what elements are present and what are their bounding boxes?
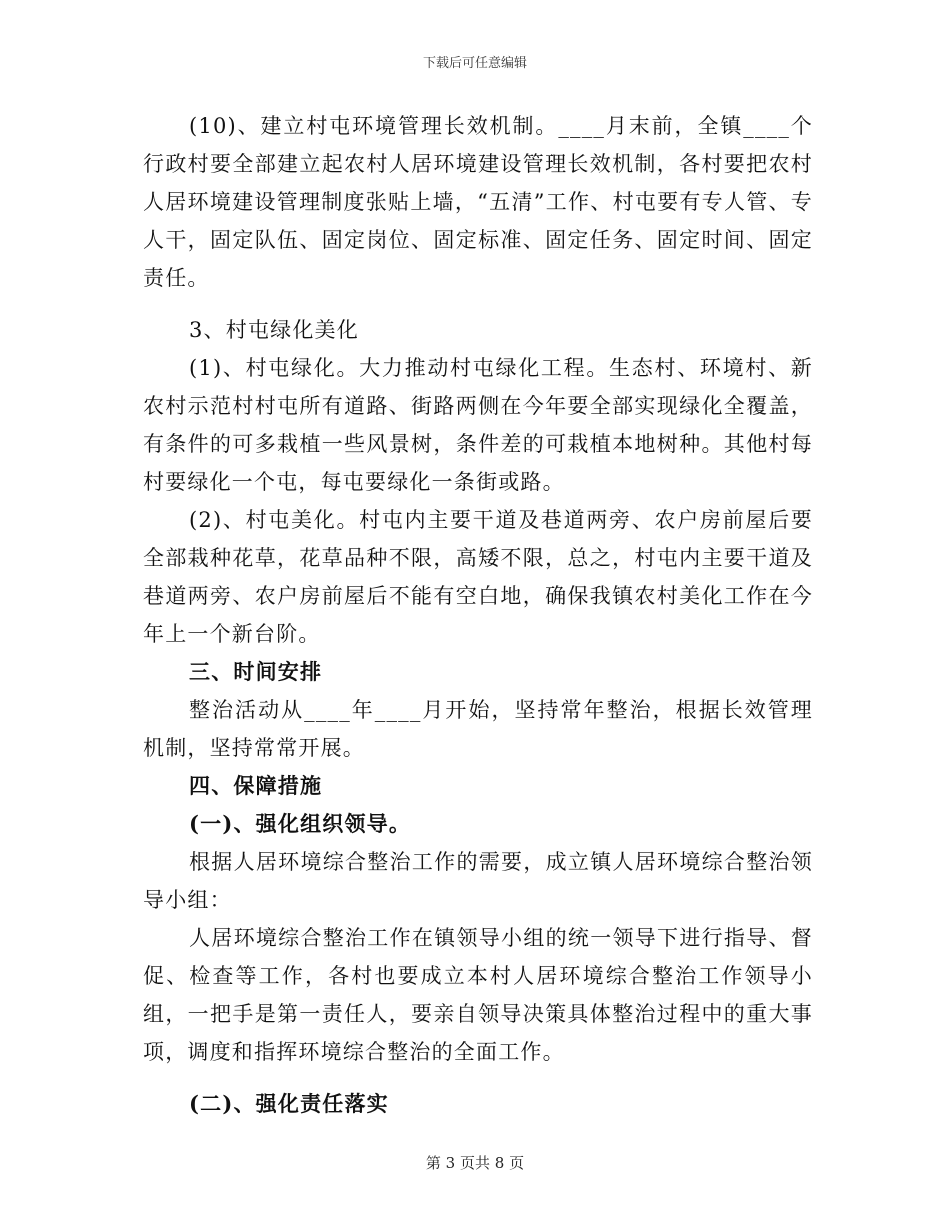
section-3-heading: 3、村屯绿化美化 [189,318,359,342]
paragraph-2-beautification: (2)、村屯美化。村屯内主要干道及巷道两旁、农户房前屋后要全部栽种花草，花草品种不限，高矮不限，总之，村屯内主要干道及巷道两旁、农户房前屋后不能有空白地，确保我镇农村美化工作在今年上一个新台阶。 [143,508,813,646]
leadership-work-paragraph: 人居环境综合整治工作在镇领导小组的统一领导下进行指导、督促、检查等工作，各村也要成立本村人居环境综合整治工作领导小组，一把手是第一责任人，要亲自领导决策具体整治过程中的重大事项，调度和指挥环境综合整治的全面工作。 [143,926,813,1064]
subsection-1-leadership-heading: (一)、强化组织领导。 [189,811,412,836]
schedule-paragraph: 整治活动从____年____月开始，坚持常年整治，根据长效管理机制，坚持常常开展。 [143,698,813,760]
subsection-2-responsibility-heading: (二)、强化责任落实 [189,1091,389,1116]
section-four-measures-heading: 四、保障措施 [189,773,323,798]
page-header: 下载后可任意编辑 [422,56,527,71]
section-three-schedule-heading: 三、时间安排 [189,659,323,684]
document-body [143,107,813,1123]
page-footer: 第 3 页共 8 页 [425,1154,525,1172]
leadership-group-paragraph: 根据人居环境综合整治工作的需要，成立镇人居环境综合整治领导小组： [143,850,813,912]
paragraph-10-long-term-mechanism: (10)、建立村屯环境管理长效机制。____月末前，全镇____个行政村要全部建立起农村人居环境建设管理长效机制，各村要把农村人居环境建设管理制度张贴上墙，“五清”工作、村屯要有专人管、专人干，固定队伍、固定岗位、固定标准、固定任务、固定时间、固定责任。 [143,114,813,290]
paragraph-1-greening: (1)、村屯绿化。大力推动村屯绿化工程。生态村、环境村、新农村示范村村屯所有道路、街路两侧在今年要全部实现绿化全覆盖，有条件的可多栽植一些风景树，条件差的可栽植本地树种。其他村每村要绿化一个屯，每屯要绿化一条街或路。 [143,356,813,494]
